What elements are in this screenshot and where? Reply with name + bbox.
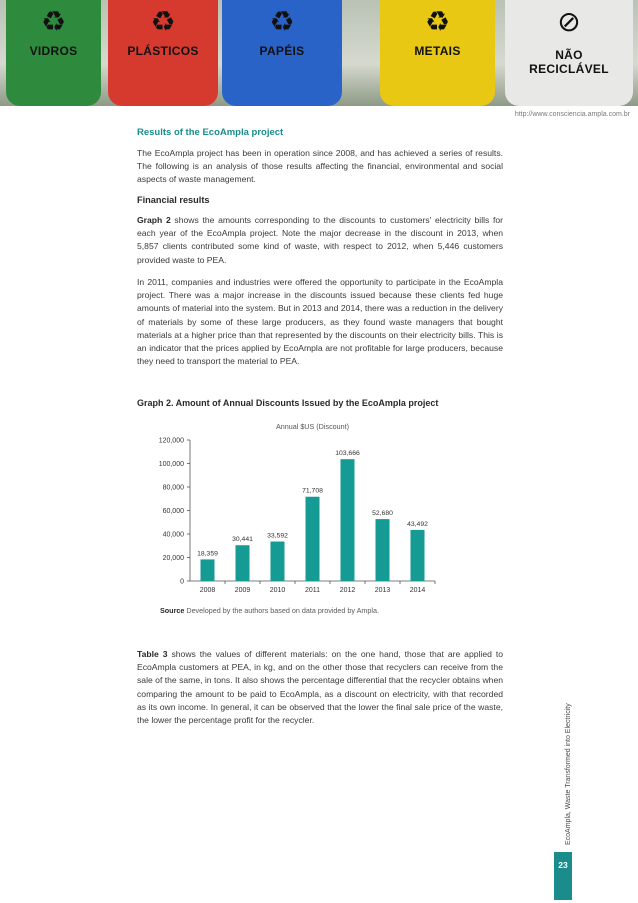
bar-value-label: 52,680: [372, 510, 393, 518]
bin-label: PAPÉIS: [259, 44, 305, 58]
table-3-paragraph: [137, 648, 503, 727]
bar-value-label: 43,492: [407, 520, 428, 528]
bar-value-label: 18,359: [197, 550, 218, 558]
intro-paragraph: The EcoAmpla project has been in operation since 2008, and has achieved a series of results. The following is an analysis of those results affecting the financial, environmental and social aspects of waste management.: [137, 148, 503, 185]
bar-value-label: 33,592: [267, 532, 288, 540]
recycle-icon: ♻: [269, 6, 295, 37]
y-tick-label: 120,000: [158, 437, 184, 445]
recycle-bin: [505, 0, 633, 106]
bar-value-label: 30,441: [232, 536, 253, 544]
bar: [201, 559, 215, 581]
bin-label: PLÁSTICOS: [127, 44, 199, 58]
discount-bar-chart: [140, 418, 440, 603]
y-tick-label: 60,000: [162, 508, 184, 515]
bin-label: NÃO RECICLÁVEL: [529, 48, 609, 76]
source-text: Developed by the authors based on data provided by Ampla.: [184, 606, 379, 615]
bar: [341, 459, 355, 581]
graph-2-paragraph: [137, 214, 503, 267]
table-3-ref: Table 3: [137, 649, 168, 659]
bar-value-label: 71,708: [302, 487, 323, 495]
source-url: http://www.consciencia.ampla.com.br: [514, 111, 630, 118]
graph-2-ref: Graph 2: [137, 215, 171, 225]
x-tick-label: 2009: [234, 587, 251, 594]
x-tick-label: 2014: [409, 587, 426, 594]
bin-label: VIDROS: [29, 44, 78, 58]
running-title-text: EcoAmpla, Waste Transformed into Electricity: [565, 703, 572, 845]
page-number: 23: [554, 852, 572, 900]
recycle-bin: [222, 0, 342, 106]
bar-value-label: 103,666: [335, 450, 360, 458]
x-tick-label: 2010: [269, 587, 286, 594]
y-tick-label: 100,000: [158, 461, 184, 468]
graph-title: Graph 2. Amount of Annual Discounts Issued by the EcoAmpla project: [137, 398, 439, 408]
bar: [236, 545, 250, 581]
recycle-icon: ♻: [40, 6, 67, 37]
y-tick-label: 80,000: [162, 484, 184, 492]
y-tick-label: 40,000: [162, 531, 184, 539]
recycle-icon: ♻: [150, 6, 176, 37]
x-tick-label: 2011: [304, 587, 321, 594]
section-title: Results of the EcoAmpla project: [137, 127, 284, 138]
table-3-paragraph-text: shows the values of different materials: on the one hand, those that are applied to EcoAmpla customers at PEA, in kg, and on the other those that recyclers can receive from the sale of the same, in tons. It also shows the percentage differential that the recycler obtains when comparing the amount to be paid to EcoAmpla, as a discount on electricity, with that recorded as its own income. In general, it can be observed that the lower the final sale price of the waste, the lower the percentage profit for the recycler.: [137, 649, 503, 726]
bar: [306, 497, 320, 581]
participation-paragraph: In 2011, companies and industries were offered the opportunity to participate in the EcoAmpla project. There was a major increase in the discounts issued because these clients fed huge amounts of material into the system. But in 2013 and 2014, there was a reduction in the delivery of materials by some of these large producers, as they found waste managers that bought materials at a higher price than that represented by the discounts on their electricity bills. This is an indicator that the prices applied by EcoAmpla are not profitable for large producers, because they need to transport the material to PEA.: [137, 277, 503, 367]
recycle-bin: [108, 0, 218, 106]
recycle-bin: [380, 0, 495, 106]
x-tick-label: 2012: [339, 587, 356, 594]
bin-label: METAIS: [414, 44, 461, 58]
graph-2-paragraph-text: shows the amounts corresponding to the discounts to customers' electricity bills for each year of the EcoAmpla project. Note the major decrease in the discount in 2013, when 5,857 clients contributed some kind of waste, with respect to 2012, when 5,446 customers provided waste to PEA.: [137, 215, 504, 265]
financial-heading: Financial results: [137, 195, 210, 205]
x-tick-label: 2013: [374, 587, 391, 594]
y-tick-label: 0: [180, 578, 184, 586]
bar: [271, 542, 285, 581]
chart-title: Annual $US (Discount): [275, 422, 350, 431]
source-label: Source: [160, 606, 185, 615]
x-tick-label: 2008: [199, 587, 216, 594]
chart-source: [160, 606, 379, 615]
bar: [376, 519, 390, 581]
recycle-bin: [6, 0, 101, 106]
y-tick-label: 20,000: [162, 555, 184, 562]
running-title: [560, 700, 574, 845]
no-recycle-icon: ⊘: [557, 6, 581, 37]
recycling-bins-banner: [0, 0, 638, 106]
bar: [411, 530, 425, 581]
recycle-icon: ♻: [424, 6, 451, 37]
